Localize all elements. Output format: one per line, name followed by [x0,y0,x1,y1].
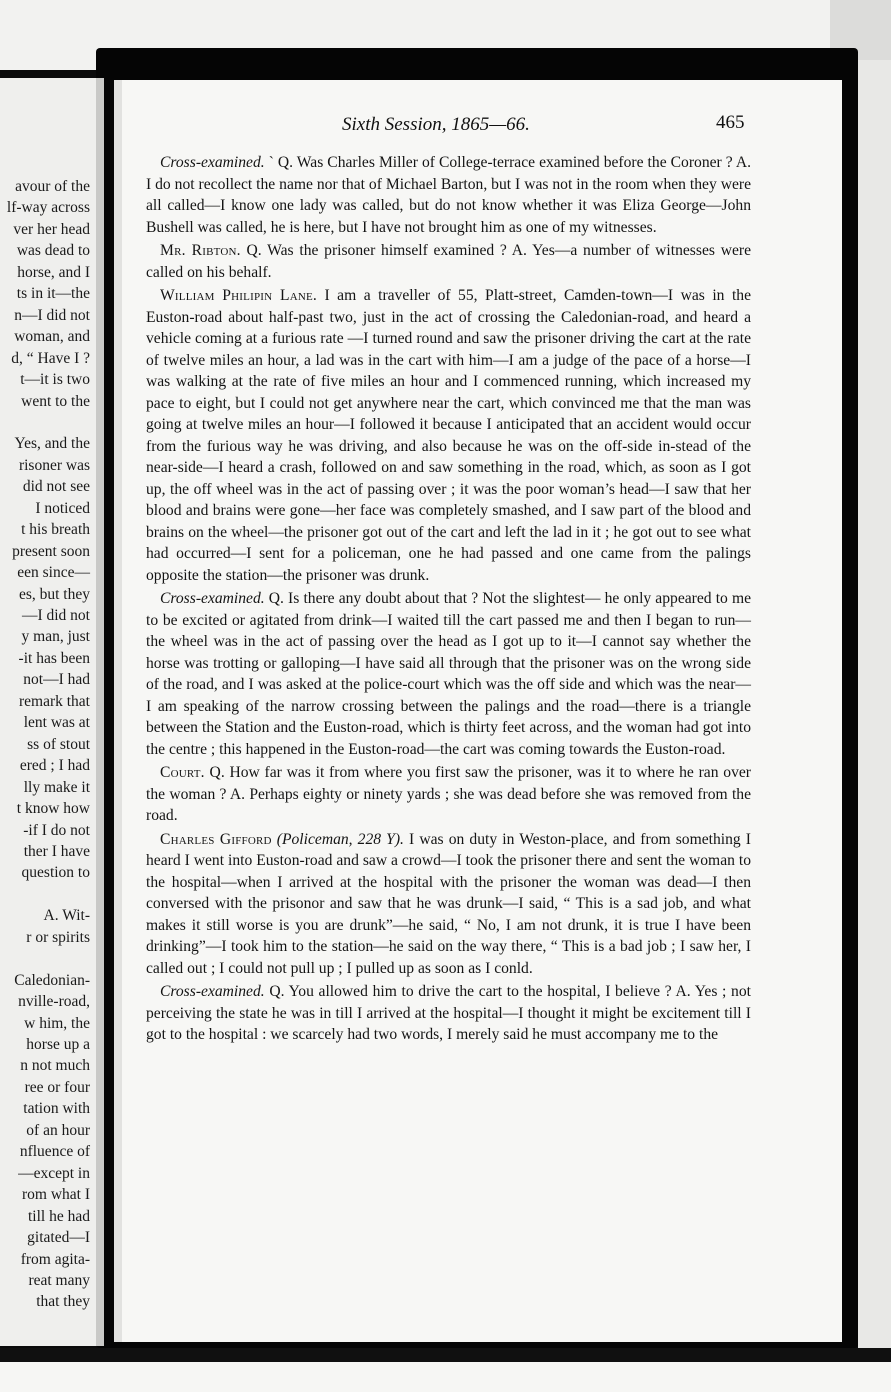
facing-page-line: t his breath [21,521,90,539]
page-number: 465 [716,112,745,133]
facing-page-line: I noticed [35,499,90,517]
facing-page-line: n—I did not [14,306,90,324]
speaker-label: Cross-examined. [160,154,265,171]
header-session: Sixth Session, [342,114,447,135]
facing-page-line: that they [36,1293,90,1311]
facing-page-line: horse up a [26,1036,90,1053]
facing-page-line: ss of stout [27,735,90,753]
facing-page-line: reat many [28,1271,90,1289]
facing-page-line: —except in [18,1164,90,1182]
facing-page-line: Yes, and the [14,435,90,453]
facing-page-line: nville-road, [18,993,90,1011]
facing-page-line: risoner was [18,456,90,474]
paragraph-text: ` Q. Was Charles Miller of College-terrace examined before the Coroner ? A. I do not recollect the name nor that of Michael Barton, but I was not in the room when they were all called—I know one lady was called, but do not know whether it was Eliza George—John Bushell was called, he is here, but I have not brought him as one of my witnesses. [146,154,751,236]
facing-page-line: avour of the [15,178,90,195]
page-edge [114,80,122,1342]
facing-page-line: question to [21,864,90,882]
book-gutter [96,78,104,1346]
speaker-label-suffix: (Policeman, 228 Y). [271,830,404,848]
facing-page-line: present soon [12,542,90,560]
speaker-label: Mr. Ribton. [160,242,241,259]
facing-page-line: was dead to [16,242,90,260]
paragraph [146,152,751,238]
facing-page-line: ther I have [23,842,90,860]
scan-right-margin [858,60,891,1360]
header-years: 1865—66. [446,114,530,135]
speaker-label: Cross-examined. [160,983,265,1000]
paragraph [146,240,751,283]
facing-page-line: woman, and [14,328,90,346]
paragraph-text: Q. How far was it from where you first saw the prisoner, was it to where he ran over the woman ? A. Perhaps eighty or ninety yards ; she was dead before she was removed from the road. [146,764,751,824]
facing-page-line: ver her head [13,220,90,238]
paragraph-text: Q. Was the prisoner himself examined ? A. Yes—a number of witnesses were called on his behalf. [146,242,751,281]
facing-page-line: remark that [18,692,90,710]
facing-page-line: t—it is two [20,371,90,389]
paragraph [146,981,751,1046]
facing-page-line: from agita- [20,1250,90,1268]
facing-page-line: tation with [23,1100,90,1118]
facing-page-line: ered ; I had [19,757,90,775]
facing-page-line: -if I do not [23,821,90,839]
facing-page-line: —I did not [21,607,90,624]
speaker-label: Court. [160,764,205,781]
facing-page-line: -it has been [18,649,90,667]
facing-page-line: lly make it [23,778,90,796]
facing-page-line: went to the [21,392,90,410]
facing-page-line: y man, just [21,628,90,646]
facing-page-line: d, “ Have I ? [11,349,90,367]
running-header [342,114,530,136]
facing-page-line: n not much [20,1057,90,1075]
facing-page-line: gitated—I [27,1229,90,1247]
facing-page-line: A. Wit- [43,907,90,925]
paragraph [146,762,751,827]
speaker-label: William Philipin Lane. [160,287,318,304]
facing-page-line: horse, and I [17,263,90,281]
paragraph-text: Q. Is there any doubt about that ? Not the slightest— he only appeared to me to be excited or agitated from drink—I waited till the cart passed me and then I began to run—the wheel was in the act of passing over the head as I got up to it—I cannot say whether the horse was trotting or galloping—I have said all through that the prisoner was on the wrong side of the road, and I was asked at the police-court which was the off side and which was the near—I am speaking of the narrow crossing between the palings and the road—there is a triangle between the Station and the Euston-road, which is thirty feet across, and the woman had got into the centre ; this happened in the Euston-road—the cart was coming towards the Euston-road. [146,590,751,758]
facing-page-line: of an hour [26,1121,90,1139]
paragraph-text: I am a traveller of 55, Platt-street, Camden-town—I was in the Euston-road about half-past two, just in the act of crossing the Caledonian-road, and heard a vehicle coming at a furious rate —I turned round and saw the prisoner driving the cart at the rate of twelve miles an hour, a lad was in the cart with him—I am a judge of the pace of a horse—I was walking at the rate of five miles an hour and I commenced running, which increased my pace to eight, but I could not get anywhere near the cart, which convinced me that the man was going at twelve miles an hour—I followed it because I anticipated that an accident would occur from the furious way he was driving, and also because he was on the off-side in-stead of the near-side—I heard a crash, followed on and saw something in the road, which, as soon as I got up, the off wheel was in the act of passing over ; it was the poor woman’s head—I saw that her blood and brains were gone—her face was completely smashed, and I saw part of the blood and brains on the wheel—the prisoner got out of the cart and left the lad in it ; he got out to see what had occurred—I sent for a policeman, one he had passed and one came from the palings opposite the station—the prisoner was drunk. [146,287,751,584]
paragraph [146,285,751,586]
paragraph-text: I was on duty in Weston-place, and from something I heard I went into Euston-road and saw a crowd—I took the prisoner there and sent the woman to the hospital—when I arrived at the hospital with the prisoner the woman was dead—I then conversed with the prisonor and saw that he was drunk—I said, “ This is a sad job, and what makes it still worse is you are drunk”—he said, “ No, I am not drunk, it is true I have been drinking”—I took him to the station—he said on the way there, “ This is a bad job ; I saw her, I called out ; I could not pull up ; I pulled up as soon as I conld. [146,830,752,977]
speaker-label: Cross-examined. [160,590,265,607]
facing-page-line: till he had [28,1207,90,1225]
facing-page-line: did not see [22,478,90,496]
facing-page-left [0,78,104,1346]
facing-page-line: lent was at [23,714,90,732]
paragraph [146,588,751,760]
facing-page-line: es, but they [18,585,90,603]
facing-page-line: ree or four [24,1078,90,1096]
facing-page-line: not—I had [23,671,90,689]
paragraph [146,829,751,980]
facing-page-line: w him, the [24,1014,90,1032]
facing-page-line: lf-way across [6,199,90,217]
scan-bottom-margin [0,1348,891,1392]
facing-page-line: Caledonian- [14,971,90,989]
page-body-text [146,152,751,1048]
facing-page-line: ts in it—the [16,285,90,303]
speaker-label: Charles Gifford [160,830,272,848]
paragraph-text: Q. You allowed him to drive the cart to the hospital, I believe ? A. Yes ; not perceiving the state he was in till I arrived at the hospital—I thought it might be excitement till I got to the hospital : we scarcely had two words, I merely said he must accompany me to the [146,983,751,1043]
facing-page-line: t know how [16,800,90,818]
facing-page-line: rom what I [21,1186,90,1204]
facing-page-line: nfluence of [19,1143,90,1161]
facing-page-line: een since— [17,564,90,582]
facing-page-line: r or spirits [26,928,90,946]
